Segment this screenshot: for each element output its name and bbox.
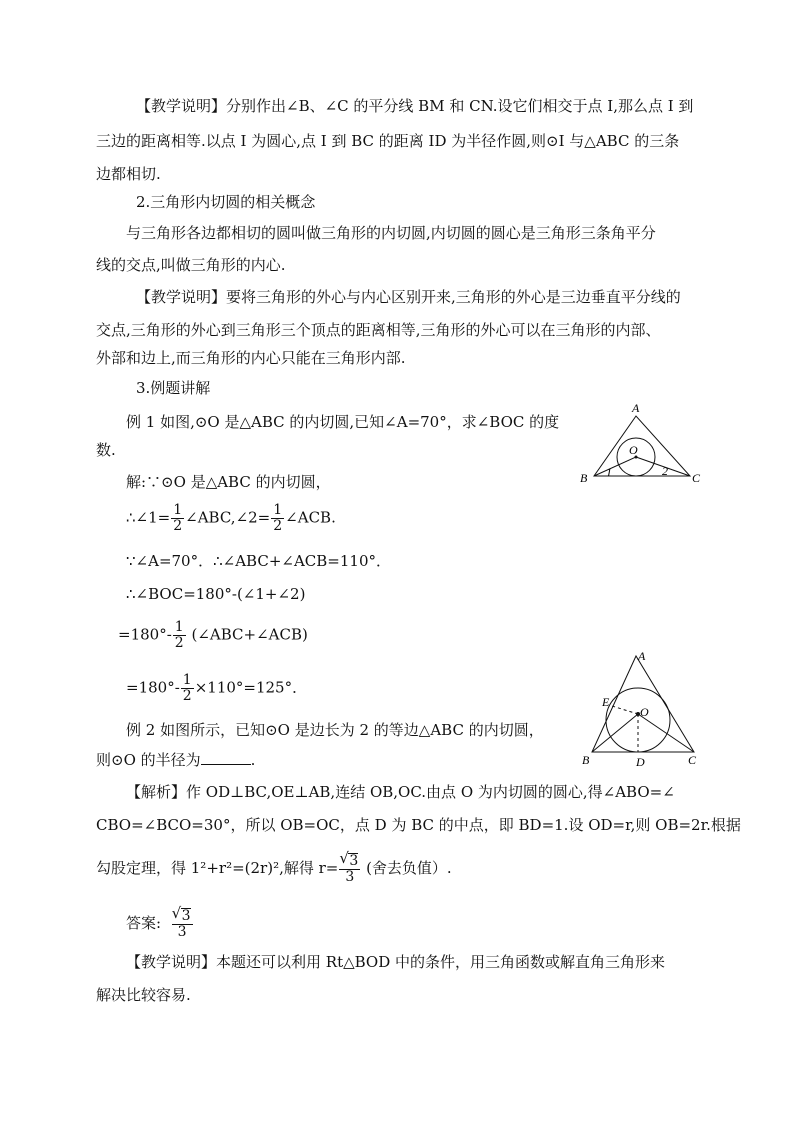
segment-oc bbox=[638, 714, 694, 752]
label-angle-1: 1 bbox=[606, 465, 612, 479]
example1-solution-step2 bbox=[126, 503, 336, 534]
example1-solution-step6 bbox=[126, 673, 307, 704]
example1-question-line1: 例 1 如图,⊙O 是△ABC 的内切圆,已知∠A=70°，求∠BOC 的度 bbox=[126, 413, 560, 431]
answer-blank[interactable] bbox=[201, 750, 251, 765]
answer-fraction bbox=[172, 908, 193, 940]
label-e: E bbox=[602, 695, 610, 709]
para-teaching-note-1-line3: 边都相切. bbox=[96, 165, 161, 183]
analysis-line1: 【解析】作 OD⊥BC,OE⊥AB,连结 OB,OC.由点 O 为内切圆的圆心,得∠ABO=∠ bbox=[126, 783, 675, 801]
label-o: O bbox=[640, 705, 649, 719]
fraction-half bbox=[271, 503, 284, 534]
label-c: C bbox=[692, 471, 701, 485]
fraction-half bbox=[171, 503, 184, 534]
para-teaching-note-2-line3: 外部和边上,而三角形的内心只能在三角形内部. bbox=[96, 349, 406, 367]
fraction-numerator: 1 bbox=[273, 502, 283, 518]
step5-part-a: =180°- bbox=[118, 625, 172, 644]
para-definition-line2: 线的交点,叫做三角形的内心. bbox=[96, 256, 286, 274]
section-heading-incircle-concepts: 2.三角形内切圆的相关概念 bbox=[136, 193, 316, 211]
example1-solution-step4: ∴∠BOC=180°-(∠1+∠2) bbox=[126, 585, 306, 603]
example1-solution-step3: ∵∠A=70°．∴∠ABC+∠ACB=110°． bbox=[126, 552, 391, 570]
figure-1-triangle-incircle bbox=[574, 400, 704, 490]
para-teaching-note-1-line2: 三边的距离相等.以点 I 为圆心,点 I 到 BC 的距离 ID 为半径作圆,则⊙I 与△ABC 的三条 bbox=[96, 132, 680, 150]
step2-part-b: ∠ABC,∠2= bbox=[185, 508, 271, 527]
example1-solution-step1: 解:∵⊙O 是△ABC 的内切圆， bbox=[126, 473, 331, 491]
answer-label: 答案: bbox=[126, 914, 162, 932]
label-b: B bbox=[582, 753, 590, 767]
example2-question-line1: 例 2 如图所示，已知⊙O 是边长为 2 的等边△ABC 的内切圆， bbox=[126, 721, 544, 739]
fraction-numerator: 1 bbox=[173, 502, 183, 518]
figure-2-equilateral-incircle bbox=[576, 642, 706, 772]
fraction-half bbox=[173, 620, 186, 651]
step6-part-a: =180°- bbox=[126, 678, 180, 697]
label-angle-2: 2 bbox=[662, 464, 668, 478]
fraction-numerator: 1 bbox=[174, 619, 184, 635]
label-c: C bbox=[688, 753, 697, 767]
analysis-line3-end: (舍去负值）. bbox=[366, 859, 452, 877]
example2-question-end: . bbox=[250, 751, 256, 769]
example2-question-text: 则⊙O 的半径为 bbox=[96, 751, 201, 769]
para-teaching-note-2-line1: 【教学说明】要将三角形的外心与内心区别开来,三角形的外心是三边垂直平分线的 bbox=[136, 288, 681, 306]
fraction-numerator bbox=[172, 908, 193, 925]
section-heading-examples: 3.例题讲解 bbox=[136, 379, 211, 397]
analysis-line2: CBO=∠BCO=30°，所以 OB=OC，点 D 为 BC 的中点，即 BD=1.设 OD=r,则 OB=2r.根据 bbox=[96, 816, 741, 834]
fraction-numerator bbox=[339, 853, 360, 870]
answer-line bbox=[126, 908, 194, 940]
fraction-denominator: 2 bbox=[173, 518, 183, 534]
para-teaching-note-2-line2: 交点,三角形的外心到三角形三个顶点的距离相等,三角形的外心可以在三角形的内部、 bbox=[96, 321, 661, 339]
example2-question-line2 bbox=[96, 750, 255, 770]
fraction-numerator: 1 bbox=[182, 672, 192, 688]
segment-ob bbox=[592, 714, 638, 752]
example1-question-line2: 数. bbox=[96, 441, 116, 459]
fraction-denominator: 2 bbox=[273, 518, 283, 534]
para-teaching-note-1-line1: 【教学说明】分别作出∠B、∠C 的平分线 BM 和 CN.设它们相交于点 I,那么点 I 到 bbox=[136, 97, 694, 115]
fraction-half bbox=[181, 673, 194, 704]
analysis-line3 bbox=[96, 853, 452, 885]
label-a: A bbox=[638, 649, 646, 663]
label-b: B bbox=[580, 471, 588, 485]
sqrt-symbol: √ 3 bbox=[348, 853, 358, 869]
step6-part-b: ×110°=125°． bbox=[194, 678, 308, 697]
teaching-note-3-line1: 【教学说明】本题还可以利用 Rt△BOD 中的条件，用三角函数或解直角三角形来 bbox=[126, 953, 666, 971]
fraction-denominator: 2 bbox=[182, 688, 192, 704]
label-a: A bbox=[632, 401, 640, 415]
fraction-denominator: 3 bbox=[345, 869, 355, 885]
analysis-line3-text: 勾股定理，得 1²+r²=(2r)²,解得 r= bbox=[96, 859, 339, 877]
segment-oe-dashed bbox=[612, 706, 638, 714]
step2-part-c: ∠ACB. bbox=[285, 508, 336, 527]
step5-part-b: (∠ABC+∠ACB) bbox=[191, 625, 308, 644]
example1-solution-step5 bbox=[118, 620, 308, 651]
teaching-note-3-line2: 解决比较容易. bbox=[96, 986, 191, 1004]
label-d: D bbox=[636, 755, 645, 769]
fraction-denominator: 2 bbox=[174, 635, 184, 651]
para-definition-line1: 与三角形各边都相切的圆叫做三角形的内切圆,内切圆的圆心是三角形三条角平分 bbox=[126, 224, 656, 242]
step2-part-a: ∴∠1= bbox=[126, 508, 171, 527]
sqrt-symbol: √ 3 bbox=[181, 908, 191, 924]
fraction-sqrt3-over-3 bbox=[339, 853, 360, 885]
label-o: O bbox=[629, 443, 638, 457]
fraction-denominator: 3 bbox=[177, 924, 187, 940]
